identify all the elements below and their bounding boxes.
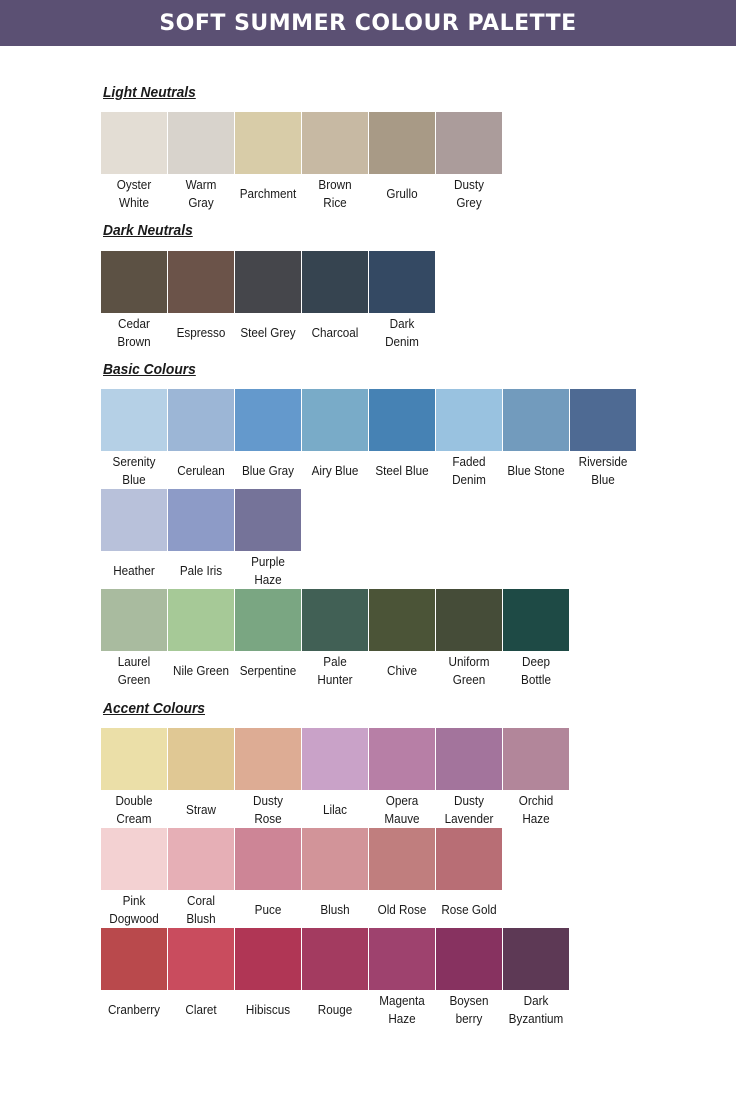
colour-name-line: Straw xyxy=(185,802,216,817)
colour-name-line: Magenta xyxy=(378,993,425,1008)
colour-swatch-item xyxy=(234,389,301,489)
colour-name-label xyxy=(303,176,366,212)
colour-name-label xyxy=(169,992,232,1028)
colour-name-line: Oyster xyxy=(116,177,151,192)
colour-swatch xyxy=(101,489,167,551)
colour-swatch xyxy=(101,589,167,651)
colour-swatch xyxy=(235,928,301,990)
colour-name-line: Pale Iris xyxy=(179,563,222,578)
colour-name-label xyxy=(504,453,567,489)
colour-swatch-item xyxy=(234,489,301,589)
colour-name-line: Uniform xyxy=(448,654,489,669)
swatch-row-light-neutrals xyxy=(100,112,502,212)
section-title-light-neutrals: Light Neutrals xyxy=(103,84,196,101)
colour-name-line: Blue Gray xyxy=(241,463,294,478)
colour-name-label xyxy=(169,792,232,828)
colour-swatch xyxy=(168,589,234,651)
colour-name-line: Steel Grey xyxy=(239,325,296,340)
colour-name-label xyxy=(571,453,634,489)
swatch-row-accent-pinks xyxy=(100,828,502,928)
colour-swatch-item xyxy=(368,589,435,689)
colour-name-line: Parchment xyxy=(239,186,296,201)
colour-name-label xyxy=(169,315,232,351)
colour-name-line: Boysen xyxy=(448,993,489,1008)
colour-name-line: Dusty xyxy=(252,793,283,808)
colour-name-label xyxy=(236,315,299,351)
colour-name-line: Rouge xyxy=(317,1002,352,1017)
colour-swatch-item xyxy=(234,828,301,928)
colour-name-label xyxy=(236,176,299,212)
colour-name-line: Hunter xyxy=(316,672,353,687)
colour-name-line: Blue Stone xyxy=(506,463,565,478)
colour-name-line: Dark xyxy=(523,993,548,1008)
colour-name-label xyxy=(169,653,232,689)
colour-swatch xyxy=(168,112,234,174)
colour-name-line: Mauve xyxy=(383,811,420,826)
colour-swatch-item xyxy=(435,728,502,828)
colour-name-label xyxy=(169,553,232,589)
colour-name-label xyxy=(169,453,232,489)
colour-name-line: Dusty xyxy=(453,793,484,808)
colour-name-label xyxy=(303,992,366,1028)
colour-name-label xyxy=(102,992,165,1028)
colour-name-label xyxy=(102,892,165,928)
colour-name-line: Green xyxy=(452,672,485,687)
colour-name-line: Pink xyxy=(122,893,145,908)
colour-name-label xyxy=(236,553,299,589)
colour-swatch-item xyxy=(100,112,167,212)
colour-swatch xyxy=(101,728,167,790)
colour-name-label xyxy=(102,553,165,589)
colour-name-line: Old Rose xyxy=(377,902,426,917)
colour-swatch-item xyxy=(100,389,167,489)
colour-swatch-item xyxy=(301,589,368,689)
colour-swatch-item xyxy=(167,589,234,689)
colour-name-line: Serpentine xyxy=(239,663,296,678)
colour-name-line: Denim xyxy=(384,334,419,349)
colour-swatch xyxy=(235,489,301,551)
colour-name-line: Blush xyxy=(185,911,216,926)
colour-name-line: Dark xyxy=(389,316,414,331)
colour-swatch-item xyxy=(100,728,167,828)
colour-name-line: Green xyxy=(117,672,150,687)
colour-name-line: Charcoal xyxy=(311,325,358,340)
colour-name-label xyxy=(303,792,366,828)
colour-name-label xyxy=(169,176,232,212)
colour-name-line: Grey xyxy=(455,195,482,210)
colour-name-label xyxy=(504,653,567,689)
colour-swatch-item xyxy=(234,251,301,351)
colour-name-label xyxy=(437,892,500,928)
colour-name-label xyxy=(236,453,299,489)
colour-swatch-item xyxy=(569,389,636,489)
colour-name-line: Blue xyxy=(590,472,615,487)
colour-name-label xyxy=(370,992,433,1028)
colour-swatch-item xyxy=(234,112,301,212)
colour-swatch xyxy=(436,728,502,790)
colour-name-line: Rose xyxy=(253,811,282,826)
colour-name-line: Lilac xyxy=(322,802,347,817)
colour-swatch-item xyxy=(234,728,301,828)
colour-swatch-item xyxy=(100,928,167,1028)
colour-swatch-item xyxy=(301,728,368,828)
colour-name-line: Gray xyxy=(187,195,214,210)
colour-name-label xyxy=(437,992,500,1028)
colour-name-label xyxy=(236,992,299,1028)
colour-name-line: Puce xyxy=(254,902,281,917)
colour-swatch xyxy=(503,589,569,651)
colour-swatch-item xyxy=(100,828,167,928)
colour-swatch xyxy=(101,389,167,451)
colour-name-label xyxy=(504,792,567,828)
colour-swatch xyxy=(168,728,234,790)
colour-name-line: Orchid xyxy=(518,793,553,808)
colour-swatch xyxy=(369,389,435,451)
colour-name-line: Cream xyxy=(115,811,152,826)
colour-swatch-item xyxy=(301,828,368,928)
colour-name-line: Cerulean xyxy=(176,463,225,478)
colour-name-label xyxy=(102,453,165,489)
swatch-row-basic-blues xyxy=(100,389,636,489)
colour-name-label xyxy=(236,792,299,828)
colour-swatch xyxy=(302,928,368,990)
colour-name-line: Pale xyxy=(322,654,347,669)
colour-name-label xyxy=(370,453,433,489)
colour-swatch xyxy=(235,112,301,174)
colour-name-line: Dogwood xyxy=(108,911,159,926)
colour-swatch-item xyxy=(167,112,234,212)
colour-swatch-item xyxy=(167,389,234,489)
colour-name-label xyxy=(370,315,433,351)
colour-name-label xyxy=(236,892,299,928)
colour-name-line: Chive xyxy=(386,663,417,678)
colour-swatch-item xyxy=(435,928,502,1028)
colour-swatch xyxy=(369,728,435,790)
colour-swatch-item xyxy=(435,389,502,489)
colour-name-label xyxy=(370,892,433,928)
colour-swatch xyxy=(503,928,569,990)
colour-swatch-item xyxy=(301,112,368,212)
colour-swatch xyxy=(168,928,234,990)
colour-name-label xyxy=(504,992,567,1028)
colour-swatch-item xyxy=(234,589,301,689)
colour-swatch-item xyxy=(368,828,435,928)
colour-name-line: Riverside xyxy=(578,454,627,469)
colour-swatch xyxy=(503,389,569,451)
colour-name-label xyxy=(437,176,500,212)
colour-name-line: Double xyxy=(114,793,153,808)
colour-name-label xyxy=(303,653,366,689)
colour-name-label xyxy=(303,892,366,928)
colour-name-line: Brown xyxy=(317,177,352,192)
colour-swatch-item xyxy=(167,928,234,1028)
colour-name-line: Haze xyxy=(521,811,550,826)
colour-swatch xyxy=(302,589,368,651)
colour-swatch xyxy=(101,828,167,890)
swatch-row-basic-purples xyxy=(100,489,301,589)
colour-swatch-item xyxy=(100,489,167,589)
colour-swatch-item xyxy=(301,928,368,1028)
colour-swatch-item xyxy=(167,489,234,589)
swatch-row-basic-greens xyxy=(100,589,569,689)
colour-name-line: Blush xyxy=(319,902,350,917)
colour-name-line: berry xyxy=(455,1011,482,1026)
colour-swatch xyxy=(436,589,502,651)
colour-swatch-item xyxy=(368,928,435,1028)
colour-name-line: Grullo xyxy=(385,186,418,201)
colour-swatch-item xyxy=(234,928,301,1028)
colour-swatch xyxy=(369,589,435,651)
colour-name-line: Faded xyxy=(451,454,486,469)
colour-swatch xyxy=(302,728,368,790)
colour-swatch-item xyxy=(435,589,502,689)
colour-swatch-item xyxy=(502,589,569,689)
colour-name-line: Espresso xyxy=(176,325,225,340)
colour-swatch-item xyxy=(100,251,167,351)
colour-name-label xyxy=(370,653,433,689)
colour-name-line: Serenity xyxy=(112,454,155,469)
page-title: SOFT SUMMER COLOUR PALETTE xyxy=(159,10,577,36)
colour-swatch xyxy=(302,389,368,451)
colour-swatch-item xyxy=(435,112,502,212)
colour-name-line: White xyxy=(118,195,149,210)
colour-swatch xyxy=(302,251,368,313)
colour-name-line: Blue xyxy=(121,472,146,487)
colour-name-line: Cranberry xyxy=(107,1002,160,1017)
header-banner xyxy=(0,0,736,46)
colour-name-line: Lavender xyxy=(444,811,493,826)
colour-name-line: Airy Blue xyxy=(311,463,358,478)
colour-swatch xyxy=(235,828,301,890)
colour-name-label xyxy=(169,892,232,928)
colour-swatch-item xyxy=(167,251,234,351)
colour-swatch-item xyxy=(167,728,234,828)
colour-swatch-item xyxy=(502,928,569,1028)
colour-name-label xyxy=(102,176,165,212)
colour-name-label xyxy=(437,453,500,489)
colour-name-label xyxy=(370,176,433,212)
colour-swatch xyxy=(168,828,234,890)
colour-swatch-item xyxy=(301,251,368,351)
colour-name-line: Steel Blue xyxy=(374,463,429,478)
colour-swatch xyxy=(235,589,301,651)
colour-name-label xyxy=(303,453,366,489)
colour-swatch xyxy=(570,389,636,451)
colour-swatch xyxy=(302,112,368,174)
colour-swatch-item xyxy=(368,251,435,351)
section-title-basic-colours: Basic Colours xyxy=(103,361,196,378)
colour-name-line: Claret xyxy=(184,1002,217,1017)
colour-swatch xyxy=(235,251,301,313)
colour-swatch-item xyxy=(100,589,167,689)
colour-swatch-item xyxy=(368,728,435,828)
colour-name-line: Bottle xyxy=(520,672,551,687)
colour-swatch xyxy=(436,928,502,990)
colour-swatch xyxy=(369,112,435,174)
colour-name-line: Denim xyxy=(451,472,486,487)
swatch-row-dark-neutrals xyxy=(100,251,435,351)
colour-name-line: Coral xyxy=(186,893,215,908)
colour-swatch xyxy=(168,251,234,313)
colour-name-line: Laurel xyxy=(117,654,150,669)
colour-name-line: Heather xyxy=(112,563,155,578)
colour-name-line: Haze xyxy=(387,1011,416,1026)
colour-swatch xyxy=(302,828,368,890)
colour-name-label xyxy=(102,653,165,689)
colour-swatch-item xyxy=(368,389,435,489)
section-title-dark-neutrals: Dark Neutrals xyxy=(103,222,193,239)
colour-swatch-item xyxy=(301,389,368,489)
colour-name-label xyxy=(102,792,165,828)
colour-name-line: Purple xyxy=(250,554,285,569)
colour-name-line: Haze xyxy=(253,572,282,587)
colour-swatch xyxy=(436,828,502,890)
colour-name-line: Nile Green xyxy=(172,663,229,678)
colour-name-label xyxy=(437,653,500,689)
colour-name-line: Opera xyxy=(385,793,418,808)
colour-name-label xyxy=(236,653,299,689)
colour-name-label xyxy=(102,315,165,351)
colour-swatch xyxy=(369,251,435,313)
swatch-row-accent-pastels xyxy=(100,728,569,828)
colour-name-label xyxy=(370,792,433,828)
colour-name-label xyxy=(303,315,366,351)
colour-name-line: Deep xyxy=(521,654,550,669)
colour-name-line: Hibiscus xyxy=(245,1002,290,1017)
colour-name-line: Warm xyxy=(185,177,216,192)
swatch-row-accent-deep xyxy=(100,928,569,1028)
colour-swatch xyxy=(101,928,167,990)
colour-swatch xyxy=(436,112,502,174)
section-title-accent-colours: Accent Colours xyxy=(103,700,205,717)
colour-swatch xyxy=(436,389,502,451)
colour-swatch-item xyxy=(167,828,234,928)
colour-swatch-item xyxy=(502,728,569,828)
colour-swatch-item xyxy=(435,828,502,928)
colour-name-line: Brown xyxy=(116,334,151,349)
colour-name-label xyxy=(437,792,500,828)
colour-swatch xyxy=(369,828,435,890)
colour-swatch xyxy=(168,489,234,551)
colour-swatch xyxy=(235,728,301,790)
colour-swatch xyxy=(369,928,435,990)
colour-name-line: Dusty xyxy=(453,177,484,192)
colour-name-line: Byzantium xyxy=(508,1011,563,1026)
colour-swatch xyxy=(168,389,234,451)
colour-swatch xyxy=(503,728,569,790)
colour-name-line: Cedar xyxy=(117,316,150,331)
colour-swatch xyxy=(235,389,301,451)
colour-swatch-item xyxy=(502,389,569,489)
colour-name-line: Rose Gold xyxy=(440,902,497,917)
colour-swatch xyxy=(101,112,167,174)
colour-swatch xyxy=(101,251,167,313)
colour-name-line: Rice xyxy=(322,195,347,210)
colour-swatch-item xyxy=(368,112,435,212)
